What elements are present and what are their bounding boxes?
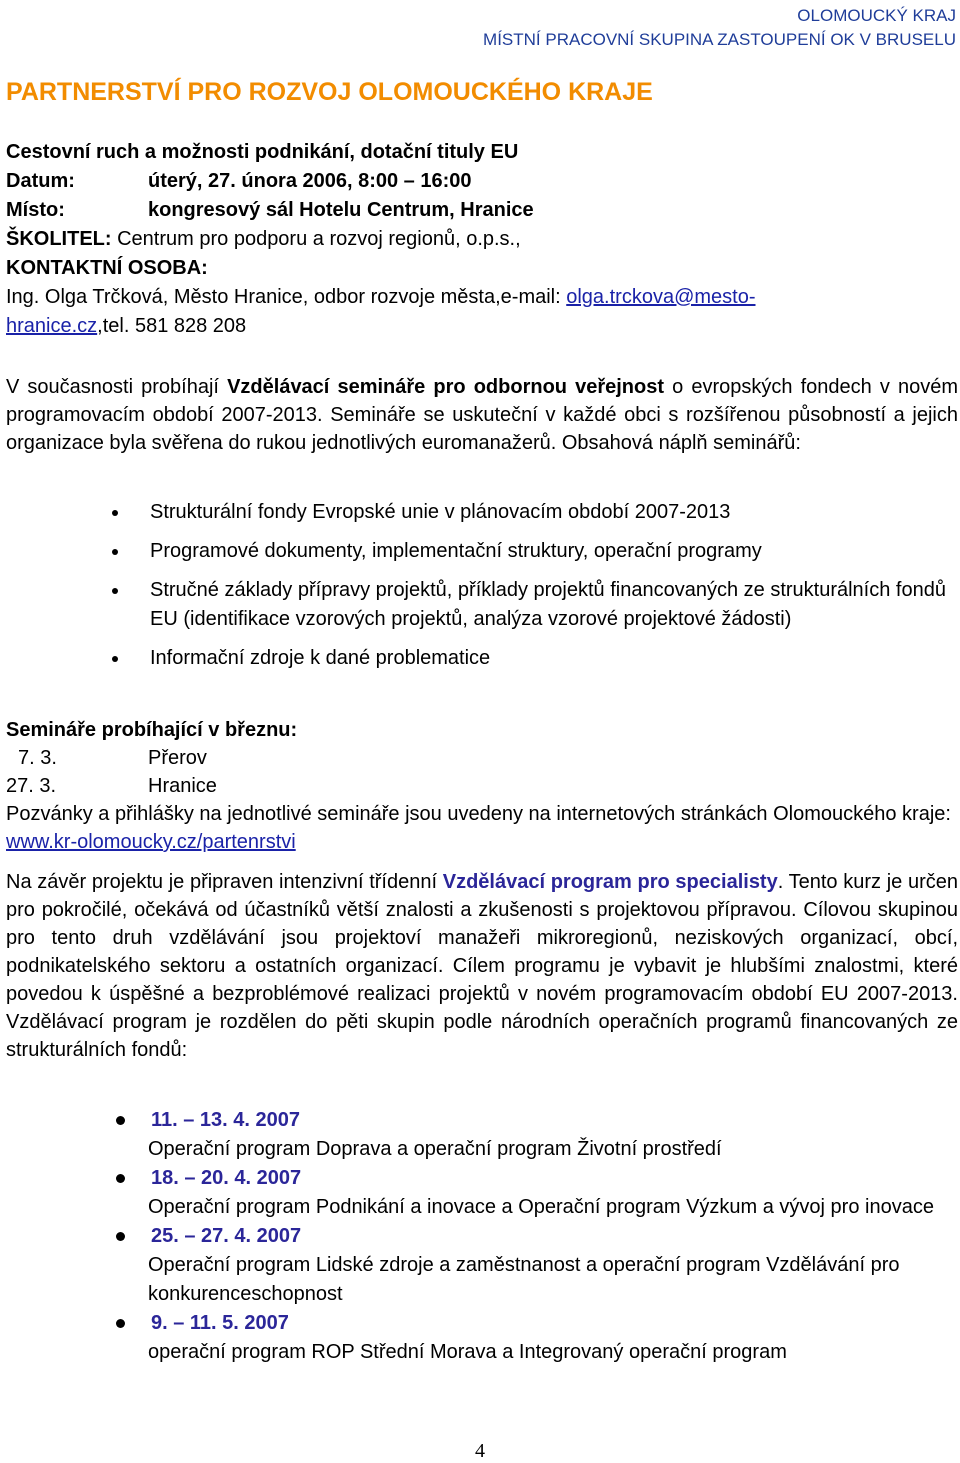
event-name: Cestovní ruch a možnosti podnikání, dotační tituly EU: [6, 141, 519, 163]
contact-text: Ing. Olga Trčková, Město Hranice, odbor rozvoje města,e-mail:: [6, 286, 567, 308]
intro-text-pre: V současnosti probíhají: [6, 376, 228, 398]
trainer-label: ŠKOLITEL:: [6, 228, 112, 250]
event-date-row: [6, 167, 956, 196]
event-place-row: [6, 196, 956, 225]
group-dates: 9. – 11. 5. 2007: [151, 1312, 289, 1334]
header-group: MÍSTNÍ PRACOVNÍ SKUPINA ZASTOUPENÍ OK V BRUSELU: [483, 30, 956, 49]
list-item: [0, 576, 960, 634]
bullet-icon: [112, 549, 118, 555]
page-number: 4: [475, 1440, 485, 1462]
bullet-icon: [112, 510, 118, 516]
seminar-city: Hranice: [148, 775, 217, 797]
contact-email-link[interactable]: olga.trckova@mesto-: [566, 286, 756, 308]
header-region: OLOMOUCKÝ KRAJ: [797, 6, 956, 25]
group-dates: 11. – 13. 4. 2007: [151, 1109, 301, 1131]
contact-phone: ,tel. 581 828 208: [97, 315, 247, 337]
invite-paragraph: [6, 800, 958, 856]
group-desc: operační program ROP Střední Morava a Integrovaný operační program: [148, 1341, 787, 1363]
invite-text: Pozvánky a přihlášky na jednotlivé semináře jsou uvedeny na internetových stránkách Olomouckého kraje:: [6, 803, 951, 825]
trainer-value: Centrum pro podporu a rozvoj regionů, o.p.s.,: [117, 228, 521, 250]
intro-text-post: o evropských fondech v novém programovacím období 2007-2013. Semináře se uskuteční v každé obci s rozšířenou působností a jejich organizace byla svěřena do rukou jednotlivých euromanažerů. Obsahová náplň seminářů:: [6, 376, 958, 454]
program-highlight: Vzdělávací program pro specialisty: [442, 871, 778, 893]
seminars-section: [6, 716, 958, 856]
bullet-icon: [112, 656, 118, 662]
list-item: [0, 498, 960, 527]
list-item: [0, 644, 960, 673]
seminar-row: [6, 772, 958, 800]
seminar-city: Přerov: [148, 747, 207, 769]
seminar-row: [6, 744, 958, 772]
group-dates: 18. – 20. 4. 2007: [151, 1167, 302, 1189]
seminar-date: 7. 3.: [18, 747, 57, 769]
place-value: kongresový sál Hotelu Centrum, Hranice: [148, 199, 534, 221]
topic-text: Programové dokumenty, implementační struktury, operační programy: [150, 540, 762, 562]
document-title: PARTNERSTVÍ PRO ROZVOJ OLOMOUCKÉHO KRAJE: [6, 78, 653, 106]
program-groups-list: [0, 1106, 960, 1367]
topic-text: Informační zdroje k dané problematice: [150, 647, 491, 669]
list-item: [0, 1164, 960, 1222]
intro-highlight: Vzdělávací semináře pro odbornou veřejnost: [227, 376, 665, 398]
topic-text: Stručné základy přípravy projektů, příklady projektů financovaných ze strukturálních fondů EU (identifikace vzorových projektů, analýza vzorové projektové žádosti): [150, 579, 946, 630]
date-value: úterý, 27. února 2006, 8:00 – 16:00: [148, 170, 472, 192]
bullet-icon: [116, 1116, 125, 1125]
list-item: [0, 1222, 960, 1309]
page-header: [483, 4, 956, 52]
contact-email-link-cont[interactable]: hranice.cz: [6, 315, 98, 337]
list-item: [0, 1309, 960, 1367]
event-trainer-row: [6, 225, 956, 254]
event-info: [6, 138, 956, 341]
seminars-heading: Semináře probíhající v březnu:: [6, 719, 298, 741]
bullet-icon: [112, 588, 118, 594]
program-paragraph: [6, 868, 958, 1064]
intro-paragraph: [6, 373, 958, 457]
program-text-pre: Na závěr projektu je připraven intenzivní třídenní: [6, 871, 443, 893]
bullet-icon: [116, 1174, 125, 1183]
seminar-date: 27. 3.: [6, 775, 57, 797]
contact-label: KONTAKTNÍ OSOBA:: [6, 257, 208, 279]
group-desc: Operační program Lidské zdroje a zaměstnanost a operační program Vzdělávání pro konkurenceschopnost: [148, 1254, 900, 1305]
group-dates: 25. – 27. 4. 2007: [151, 1225, 302, 1247]
bullet-icon: [116, 1232, 125, 1241]
program-text-post: . Tento kurz je určen pro pokročilé, očekává od účastníků větší znalosti a zkušenosti s projektovou přípravou. Cílovou skupinou pro tento druh vzdělávání jsou projektoví manažeři mikroregionů, neziskových organizací, obcí, podnikatelského sektoru a ostatních organizací. Cílem programu je vybavit je hlubšími znalostmi, které povedou k úspěšné a bezproblémové realizaci projektů v novém programovacím období EU 2007-2013. Vzdělávací program je rozdělen do pěti skupin podle národních operačních programů financovaných ze strukturálních fondů:: [6, 871, 959, 1061]
list-item: [0, 537, 960, 566]
list-item: [0, 1106, 960, 1164]
group-desc: Operační program Doprava a operační program Životní prostředí: [148, 1138, 722, 1160]
topics-list: [0, 498, 960, 683]
contact-line: [6, 283, 956, 341]
place-label: Místo:: [6, 199, 65, 221]
partnership-link[interactable]: www.kr-olomoucky.cz/partenrstvi: [6, 831, 296, 853]
bullet-icon: [116, 1319, 125, 1328]
date-label: Datum:: [6, 170, 75, 192]
group-desc: Operační program Podnikání a inovace a Operační program Výzkum a vývoj pro inovace: [148, 1196, 934, 1218]
topic-text: Strukturální fondy Evropské unie v plánovacím období 2007-2013: [150, 501, 731, 523]
